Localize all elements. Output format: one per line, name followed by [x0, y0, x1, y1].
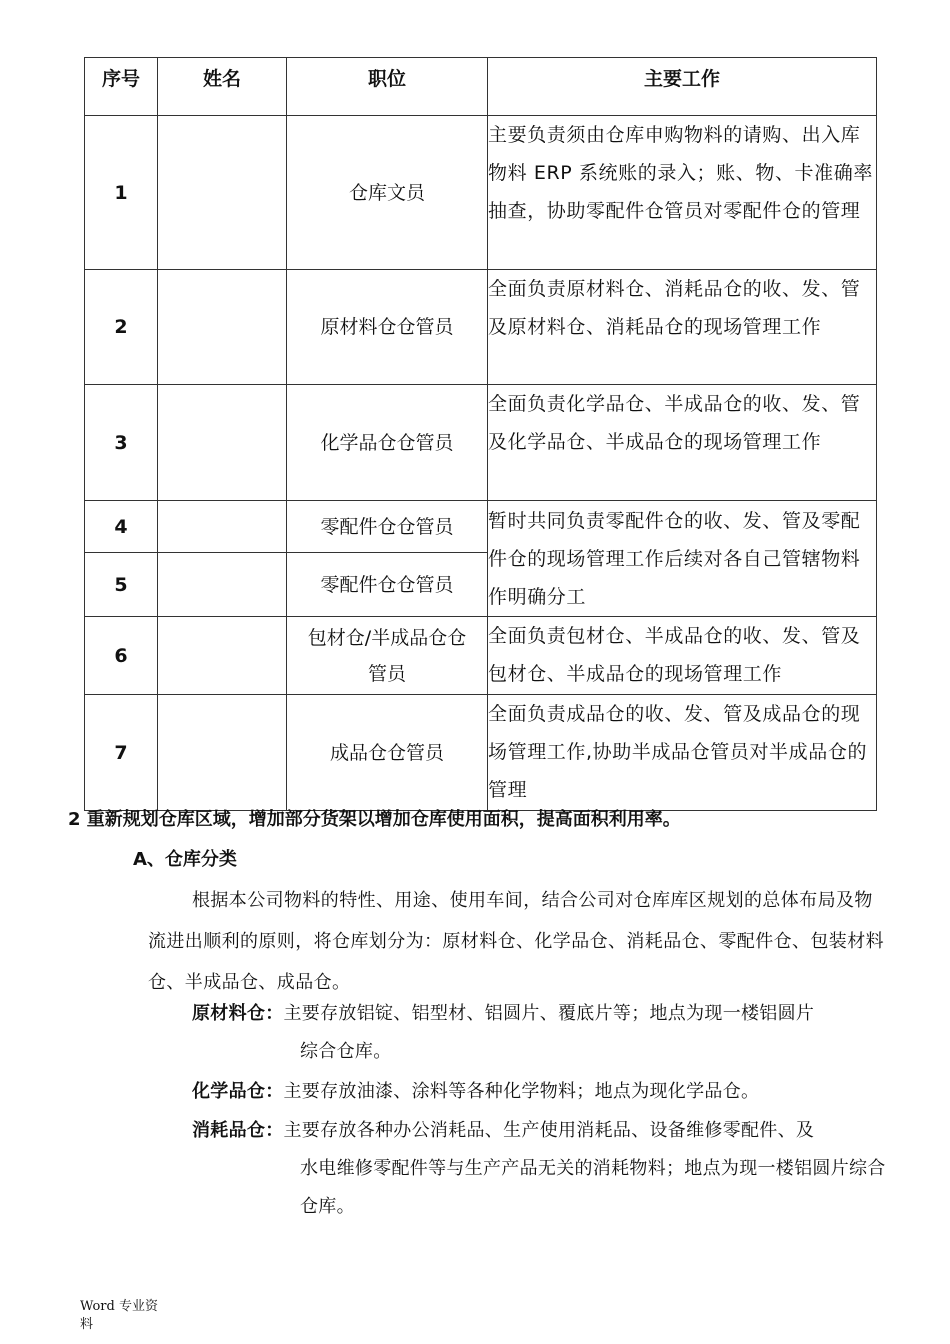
- table-row: [85, 385, 877, 501]
- row-no: 5: [85, 553, 158, 617]
- staff-table: [84, 57, 877, 811]
- category-term: 原材料仓：: [192, 1003, 284, 1024]
- category-desc-continued: 水电维修零配件等与生产产品无关的消耗物料；地点为现一楼铝圆片综合仓库。: [300, 1158, 886, 1217]
- row-no: 4: [85, 501, 158, 553]
- row-name: [158, 695, 287, 811]
- category-desc-continued: 综合仓库。: [300, 1041, 392, 1062]
- row-position: 成品仓仓管员: [287, 695, 488, 811]
- section-a-heading: A、仓库分类: [133, 849, 237, 870]
- row-no: 1: [85, 116, 158, 270]
- row-position: 零配件仓仓管员: [287, 553, 488, 617]
- row-name: [158, 501, 287, 553]
- row-work: 全面负责化学品仓、半成品仓的收、发、管及化学品仓、半成品仓的现场管理工作: [488, 385, 877, 501]
- category-desc: 主要存放油漆、涂料等各种化学物料；地点为现化学品仓。: [283, 1081, 760, 1102]
- header-name: 姓名: [158, 58, 287, 116]
- category-term: 化学品仓：: [192, 1081, 284, 1102]
- header-position: 职位: [287, 58, 488, 116]
- category-chemical: [192, 1073, 892, 1111]
- row-position: 仓库文员: [287, 116, 488, 270]
- category-desc: 主要存放各种办公消耗品、生产使用消耗品、设备维修零配件、及: [283, 1120, 815, 1141]
- table-row: [85, 270, 877, 385]
- header-no: 序号: [85, 58, 158, 116]
- row-no: 7: [85, 695, 158, 811]
- row-position: 包材仓/半成品仓仓管员: [287, 617, 488, 695]
- footer-label: Word 专业资料: [80, 1299, 158, 1332]
- row-name: [158, 617, 287, 695]
- row-work: 全面负责原材料仓、消耗品仓的收、发、管及原材料仓、消耗品仓的现场管理工作: [488, 270, 877, 385]
- category-raw-material: [192, 995, 892, 1071]
- row-name: [158, 116, 287, 270]
- header-work: 主要工作: [488, 58, 877, 116]
- row-name: [158, 385, 287, 501]
- table-row: [85, 501, 877, 553]
- row-position: 化学品仓仓管员: [287, 385, 488, 501]
- row-work: 暂时共同负责零配件仓的收、发、管及零配件仓的现场管理工作后续对各自己管辖物料作明确分工: [488, 501, 877, 617]
- row-name: [158, 270, 287, 385]
- row-name: [158, 553, 287, 617]
- row-no: 2: [85, 270, 158, 385]
- table-row: [85, 695, 877, 811]
- section-2-heading: 2 重新规划仓库区域，增加部分货架以增加仓库使用面积，提高面积利用率。: [68, 809, 681, 830]
- table-header-row: [85, 58, 877, 116]
- row-work: 全面负责包材仓、半成品仓的收、发、管及包材仓、半成品仓的现场管理工作: [488, 617, 877, 695]
- row-no: 3: [85, 385, 158, 501]
- row-no: 6: [85, 617, 158, 695]
- row-position: 零配件仓仓管员: [287, 501, 488, 553]
- category-desc: 主要存放铝锭、铝型材、铝圆片、覆底片等；地点为现一楼铝圆片: [283, 1003, 815, 1024]
- category-consumables: [192, 1112, 892, 1226]
- category-term: 消耗品仓：: [192, 1120, 284, 1141]
- table-row: [85, 617, 877, 695]
- row-position: 原材料仓仓管员: [287, 270, 488, 385]
- intro-paragraph: 根据本公司物料的特性、用途、使用车间，结合公司对仓库库区规划的总体布局及物流进出顺利的原则，将仓库划分为：原材料仓、化学品仓、消耗品仓、零配件仓、包装材料仓、半成品仓、成品仓。: [148, 890, 884, 993]
- row-work: 主要负责须由仓库申购物料的请购、出入库物料 ERP 系统账的录入；账、物、卡准确率抽查，协助零配件仓管员对零配件仓的管理: [488, 116, 877, 270]
- table-row: [85, 116, 877, 270]
- row-work: 全面负责成品仓的收、发、管及成品仓的现场管理工作,协助半成品仓管员对半成品仓的管理: [488, 695, 877, 811]
